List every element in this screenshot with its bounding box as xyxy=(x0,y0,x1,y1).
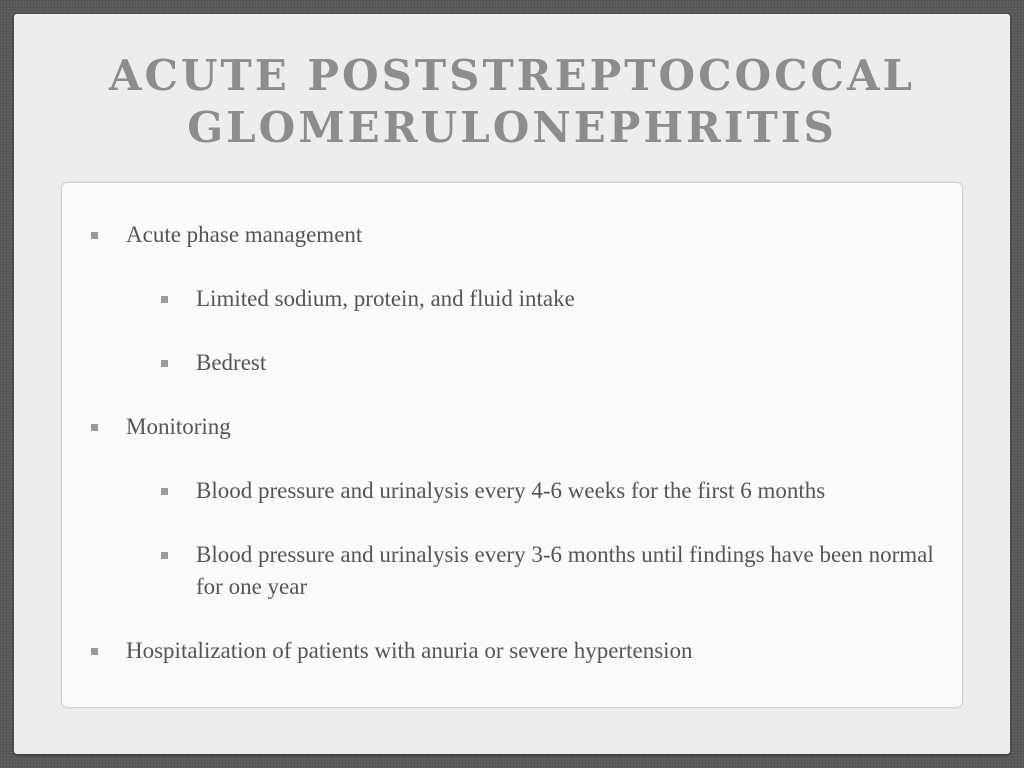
bullet-text: Monitoring xyxy=(126,414,231,439)
bullet-text: Limited sodium, protein, and fluid intake xyxy=(196,286,575,311)
slide-title-line-1: ACUTE POSTSTREPTOCOCCAL xyxy=(108,51,916,100)
bullet-monitoring-first-6-months xyxy=(196,475,936,507)
slide-title-line-2: GLOMERULONEPHRITIS xyxy=(187,103,837,152)
square-bullet-icon xyxy=(91,648,98,655)
square-bullet-icon xyxy=(91,424,98,431)
bullet-hospitalization xyxy=(126,635,693,667)
bullet-text: Blood pressure and urinalysis every 4-6 weeks for the first 6 months xyxy=(196,478,826,503)
bullet-acute-phase-management xyxy=(126,219,362,251)
bullet-text: Blood pressure and urinalysis every 3-6 months until findings have been normal for one year xyxy=(196,542,934,599)
square-bullet-icon xyxy=(161,488,168,495)
bullet-limited-intake xyxy=(196,283,936,315)
content-box xyxy=(61,182,963,708)
square-bullet-icon xyxy=(161,296,168,303)
bullet-text: Hospitalization of patients with anuria or severe hypertension xyxy=(126,638,693,663)
bullet-bedrest xyxy=(196,347,936,379)
square-bullet-icon xyxy=(161,552,168,559)
bullet-monitoring-until-normal xyxy=(196,539,936,603)
slide xyxy=(14,14,1010,754)
square-bullet-icon xyxy=(91,232,98,239)
bullet-text: Bedrest xyxy=(196,350,267,375)
bullet-monitoring xyxy=(126,411,231,443)
slide-title xyxy=(14,50,1010,154)
bullet-text: Acute phase management xyxy=(126,222,363,247)
square-bullet-icon xyxy=(161,360,168,367)
